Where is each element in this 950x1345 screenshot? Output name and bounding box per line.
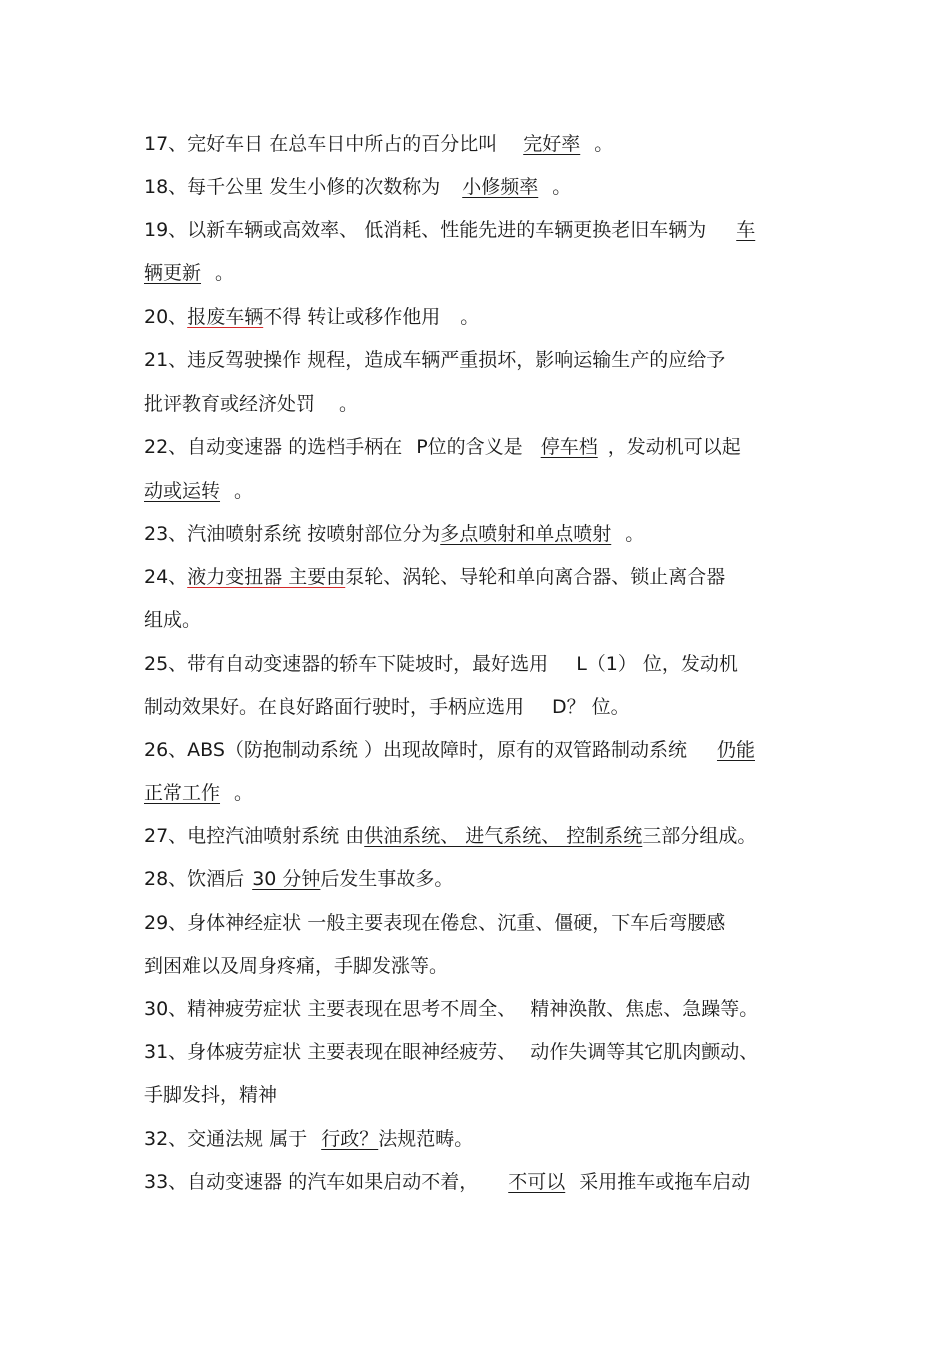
item-23-text: 23、汽油喷射系统 按喷射部位分为: [144, 523, 441, 545]
item-24-end: 组成。: [144, 609, 202, 631]
item-32: [144, 1125, 824, 1153]
item-21-answer: 批评教育或经济处罚: [144, 393, 316, 415]
item-33-end: 采用推车或拖车启动: [579, 1171, 751, 1193]
item-26-answer-part2: 正常工作: [144, 782, 221, 804]
item-20-answer: 报废车辆: [187, 306, 264, 328]
item-31-text3: 手脚发抖，精神: [144, 1084, 278, 1106]
item-18: [144, 173, 824, 201]
item-31-text: 31、身体疲劳症状 主要表现在眼神经疲劳、: [144, 1041, 517, 1063]
item-21-line1: [144, 346, 824, 374]
item-24-num: 24、: [144, 566, 188, 588]
item-19-line2: [144, 259, 824, 287]
item-26-text: 26、ABS（防抱制动系统 ）出现故障时，原有的双管路制动系统: [144, 739, 687, 761]
item-25-answer2: D？ 位。: [552, 696, 630, 718]
item-28-text: 28、饮酒后: [144, 868, 245, 890]
item-17-text: 17、完好车日 在总车日中所占的百分比叫: [144, 133, 498, 155]
item-25-line1: [144, 650, 824, 678]
item-22-text: 22、自动变速器 的选档手柄在: [144, 436, 403, 458]
item-20-text: 不得 转让或移作他用: [263, 306, 441, 328]
item-24-text: 泵轮、涡轮、导轮和单向离合器、锁止离合器: [345, 566, 726, 588]
item-19-text: 19、以新车辆或高效率、 低消耗、性能先进的车辆更换老旧车辆为: [144, 219, 707, 241]
item-18-answer: 小修频率: [462, 176, 539, 198]
item-29-text2: 到困难以及周身疼痛，手脚发涨等。: [144, 955, 449, 977]
item-29-line2: [144, 952, 824, 980]
item-26-answer-part1: 仍能: [716, 739, 755, 761]
item-30: [144, 995, 824, 1023]
item-22-text3: ，发动机可以起: [607, 436, 741, 458]
item-23-answer: 多点喷射和单点喷射: [440, 523, 612, 545]
item-20-end: 。: [460, 306, 480, 328]
item-21-line2: [144, 390, 824, 418]
item-19-end: 。: [215, 262, 235, 284]
item-32-end: 法规范畴。: [378, 1128, 474, 1150]
item-23-end: 。: [625, 523, 645, 545]
item-29-text: 29、身体神经症状 一般主要表现在倦怠、沉重、僵硬，下车后弯腰感: [144, 912, 726, 934]
item-22-answer2: 动或运转: [144, 480, 221, 502]
item-27-text: 27、电控汽油喷射系统 由: [144, 825, 365, 847]
item-28-answer: 30 分钟: [252, 868, 321, 890]
item-17: [144, 130, 824, 158]
item-25-line2: [144, 693, 824, 721]
item-24-line2: [144, 606, 824, 634]
item-27-answer: 供油系统、 进气系统、 控制系统: [364, 825, 643, 847]
item-25-text: 25、带有自动变速器的轿车下陡坡时，最好选用: [144, 653, 549, 675]
item-31-line1: [144, 1038, 824, 1066]
item-20-num: 20、: [144, 306, 188, 328]
item-33: [144, 1168, 824, 1196]
item-28-end: 后发生事故多。: [320, 868, 454, 890]
item-22-text2: P位的含义是: [416, 436, 523, 458]
item-17-end: 。: [594, 133, 614, 155]
item-19-answer-part2: 辆更新: [144, 262, 202, 284]
item-33-text: 33、自动变速器 的汽车如果启动不着，: [144, 1171, 479, 1193]
item-24-term: 液力变扭器 主要由: [187, 566, 346, 588]
item-31-text2: 动作失调等其它肌肉颤动、: [530, 1041, 759, 1063]
item-28: [144, 865, 824, 893]
item-18-end: 。: [552, 176, 572, 198]
item-26-line2: [144, 779, 824, 807]
item-18-text: 18、每千公里 发生小修的次数称为: [144, 176, 441, 198]
item-27-end: 三部分组成。: [642, 825, 757, 847]
item-19-line1: [144, 216, 824, 244]
item-32-answer: 行政？: [321, 1128, 379, 1150]
item-26-line1: [144, 736, 824, 764]
item-20: [144, 303, 824, 331]
item-24-line1: [144, 563, 824, 591]
item-19-answer-part1: 车: [736, 219, 756, 241]
item-22-answer: 停车档: [540, 436, 598, 458]
item-22-line1: [144, 433, 824, 461]
item-31-line2: [144, 1081, 824, 1109]
item-25-text2: 制动效果好。在良好路面行驶时，手柄应选用: [144, 696, 525, 718]
item-33-answer: 不可以: [508, 1171, 566, 1193]
item-30-text2: 精神涣散、焦虑、急躁等。: [530, 998, 759, 1020]
item-17-answer: 完好率: [523, 133, 581, 155]
item-21-text: 21、违反驾驶操作 规程，造成车辆严重损坏，影响运输生产的应给予: [144, 349, 726, 371]
item-23: [144, 520, 824, 548]
item-22-line2: [144, 477, 824, 505]
item-29-line1: [144, 909, 824, 937]
item-30-text: 30、精神疲劳症状 主要表现在思考不周全、: [144, 998, 517, 1020]
item-25-answer1: L（1） 位，发动机: [576, 653, 738, 675]
item-26-end: 。: [234, 782, 254, 804]
item-27: [144, 822, 824, 850]
item-32-text: 32、交通法规 属于: [144, 1128, 308, 1150]
item-21-end: 。: [339, 393, 359, 415]
item-22-end: 。: [234, 480, 254, 502]
